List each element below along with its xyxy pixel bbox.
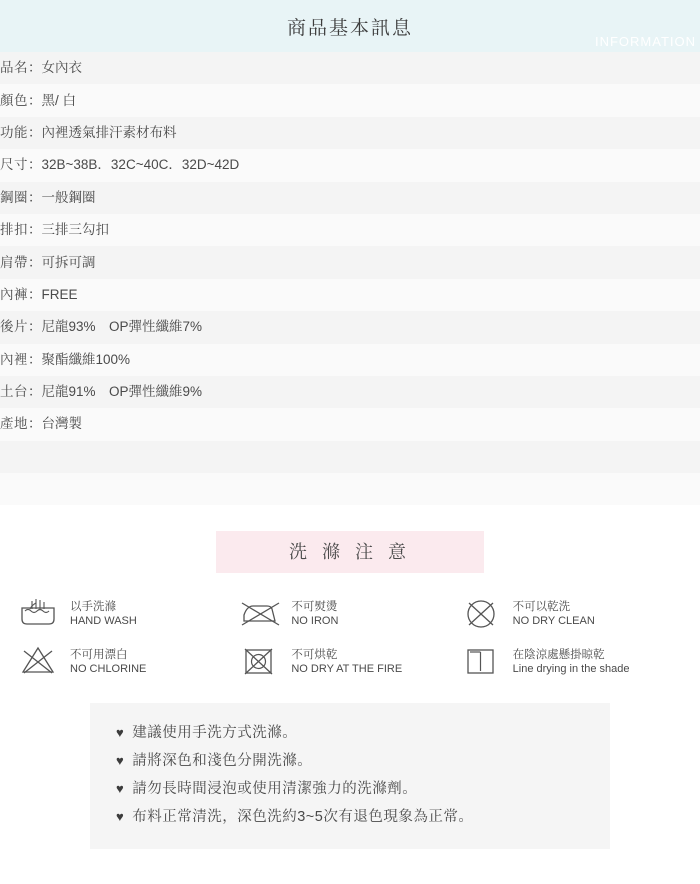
info-separator: ： [28, 60, 42, 76]
table-row [0, 52, 700, 84]
info-label: 品名 [0, 60, 28, 76]
wash-item-no-chlorine [18, 643, 239, 681]
wash-item-label: 在陰涼處懸掛晾乾 Line drying in the shade [512, 649, 630, 676]
table-cell [0, 441, 700, 473]
note-text: 請將深色和淺色分開洗滌。 [132, 753, 313, 770]
info-value: 一般鋼圈 [41, 189, 96, 205]
info-separator: ： [28, 254, 42, 270]
table-cell [0, 182, 700, 214]
table-cell [0, 214, 700, 246]
wash-item-label: 不可以乾洗 NO DRY CLEAN [512, 601, 595, 628]
info-value: 可拆可調 [41, 254, 96, 270]
info-label: 功能 [0, 124, 28, 140]
wash-item-label: 不可烘乾 NO DRY AT THE FIRE [291, 649, 403, 676]
note-text: 建議使用手洗方式洗滌。 [132, 725, 298, 742]
table-row [0, 246, 700, 278]
table-cell [0, 473, 700, 505]
page-title: 商品基本訊息 [286, 18, 413, 39]
wash-care-icons [0, 595, 700, 681]
note-text: 請勿長時間浸泡或使用清潔強力的洗滌劑。 [132, 781, 418, 798]
table-cell [0, 84, 700, 116]
info-value: 女內衣 [41, 60, 82, 76]
list-item [116, 775, 600, 803]
info-label: 肩帶 [0, 254, 28, 270]
info-value: 三排三勾扣 [41, 222, 109, 238]
wash-care-title: 洗 滌 注 意 [216, 531, 484, 573]
info-label: 顏色 [0, 92, 28, 108]
table-row [0, 311, 700, 343]
page-header [0, 0, 700, 52]
info-label: 產地 [0, 416, 28, 432]
table-row [0, 344, 700, 376]
no-chlorine-icon [18, 643, 64, 681]
heart-icon: ♥ [116, 725, 125, 741]
info-value: 尼龍93% OP彈性纖維7% [41, 319, 203, 335]
list-item [116, 803, 600, 831]
table-cell [0, 408, 700, 440]
table-row [0, 214, 700, 246]
product-info-table [0, 52, 700, 505]
info-value: FREE [41, 286, 78, 302]
hand-wash-icon [18, 595, 64, 633]
list-item [116, 747, 600, 775]
info-value: 內裡透氣排汗素材布料 [41, 124, 177, 140]
note-text: 布料正常清洗，深色洗約3~5次有退色現象為正常。 [132, 809, 474, 826]
info-separator: ： [28, 286, 42, 302]
table-row [0, 182, 700, 214]
info-separator: ： [28, 384, 42, 400]
info-label: 內褲 [0, 286, 28, 302]
table-row [0, 279, 700, 311]
wash-item-line-dry-shade [461, 643, 682, 681]
wash-item-label: 以手洗滌 HAND WASH [70, 601, 137, 628]
info-separator: ： [28, 319, 42, 335]
table-row [0, 441, 700, 473]
info-separator: ： [28, 157, 42, 173]
no-tumble-dry-icon [239, 643, 285, 681]
no-iron-icon [239, 595, 285, 633]
wash-item-no-iron [239, 595, 460, 633]
table-cell [0, 344, 700, 376]
heart-icon: ♥ [116, 781, 125, 797]
line-dry-shade-icon [461, 643, 507, 681]
heart-icon: ♥ [116, 753, 125, 769]
table-cell [0, 279, 700, 311]
table-row [0, 117, 700, 149]
table-cell [0, 311, 700, 343]
table-row [0, 149, 700, 181]
table-cell [0, 376, 700, 408]
product-info-section [0, 52, 700, 505]
info-value: 32B~38B．32C~40C．32D~42D [41, 157, 240, 173]
info-label: 排扣 [0, 222, 28, 238]
wash-item-label: 不可用漂白 NO CHLORINE [70, 649, 147, 676]
info-separator: ： [28, 189, 42, 205]
info-label: 後片 [0, 319, 28, 335]
table-cell [0, 149, 700, 181]
wash-item-no-tumble-dry [239, 643, 460, 681]
table-cell [0, 246, 700, 278]
list-item [116, 719, 600, 747]
table-row [0, 84, 700, 116]
info-separator: ： [28, 351, 42, 367]
info-separator: ： [28, 416, 42, 432]
table-cell [0, 117, 700, 149]
table-row [0, 473, 700, 505]
table-row [0, 408, 700, 440]
no-dry-clean-icon [461, 595, 507, 633]
heart-icon: ♥ [116, 809, 125, 825]
info-value: 台灣製 [41, 416, 82, 432]
table-row [0, 376, 700, 408]
table-cell [0, 52, 700, 84]
info-label: 內裡 [0, 351, 28, 367]
wash-item-no-dry-clean [461, 595, 682, 633]
info-separator: ： [28, 124, 42, 140]
info-value: 黑/ 白 [41, 92, 77, 108]
info-value: 聚酯纖維100% [41, 351, 131, 367]
info-separator: ： [28, 92, 42, 108]
wash-icon-row-2 [18, 643, 682, 681]
info-value: 尼龍91% OP彈性纖維9% [41, 384, 203, 400]
wash-item-hand-wash [18, 595, 239, 633]
info-label: 土台 [0, 384, 28, 400]
care-notes-box [90, 703, 610, 849]
wash-icon-row-1 [18, 595, 682, 633]
wash-item-label: 不可熨燙 NO IRON [291, 601, 339, 628]
info-separator: ： [28, 222, 42, 238]
info-label: 鋼圈 [0, 189, 28, 205]
page-subtitle: INFORMATION [594, 34, 696, 49]
info-label: 尺寸 [0, 157, 28, 173]
